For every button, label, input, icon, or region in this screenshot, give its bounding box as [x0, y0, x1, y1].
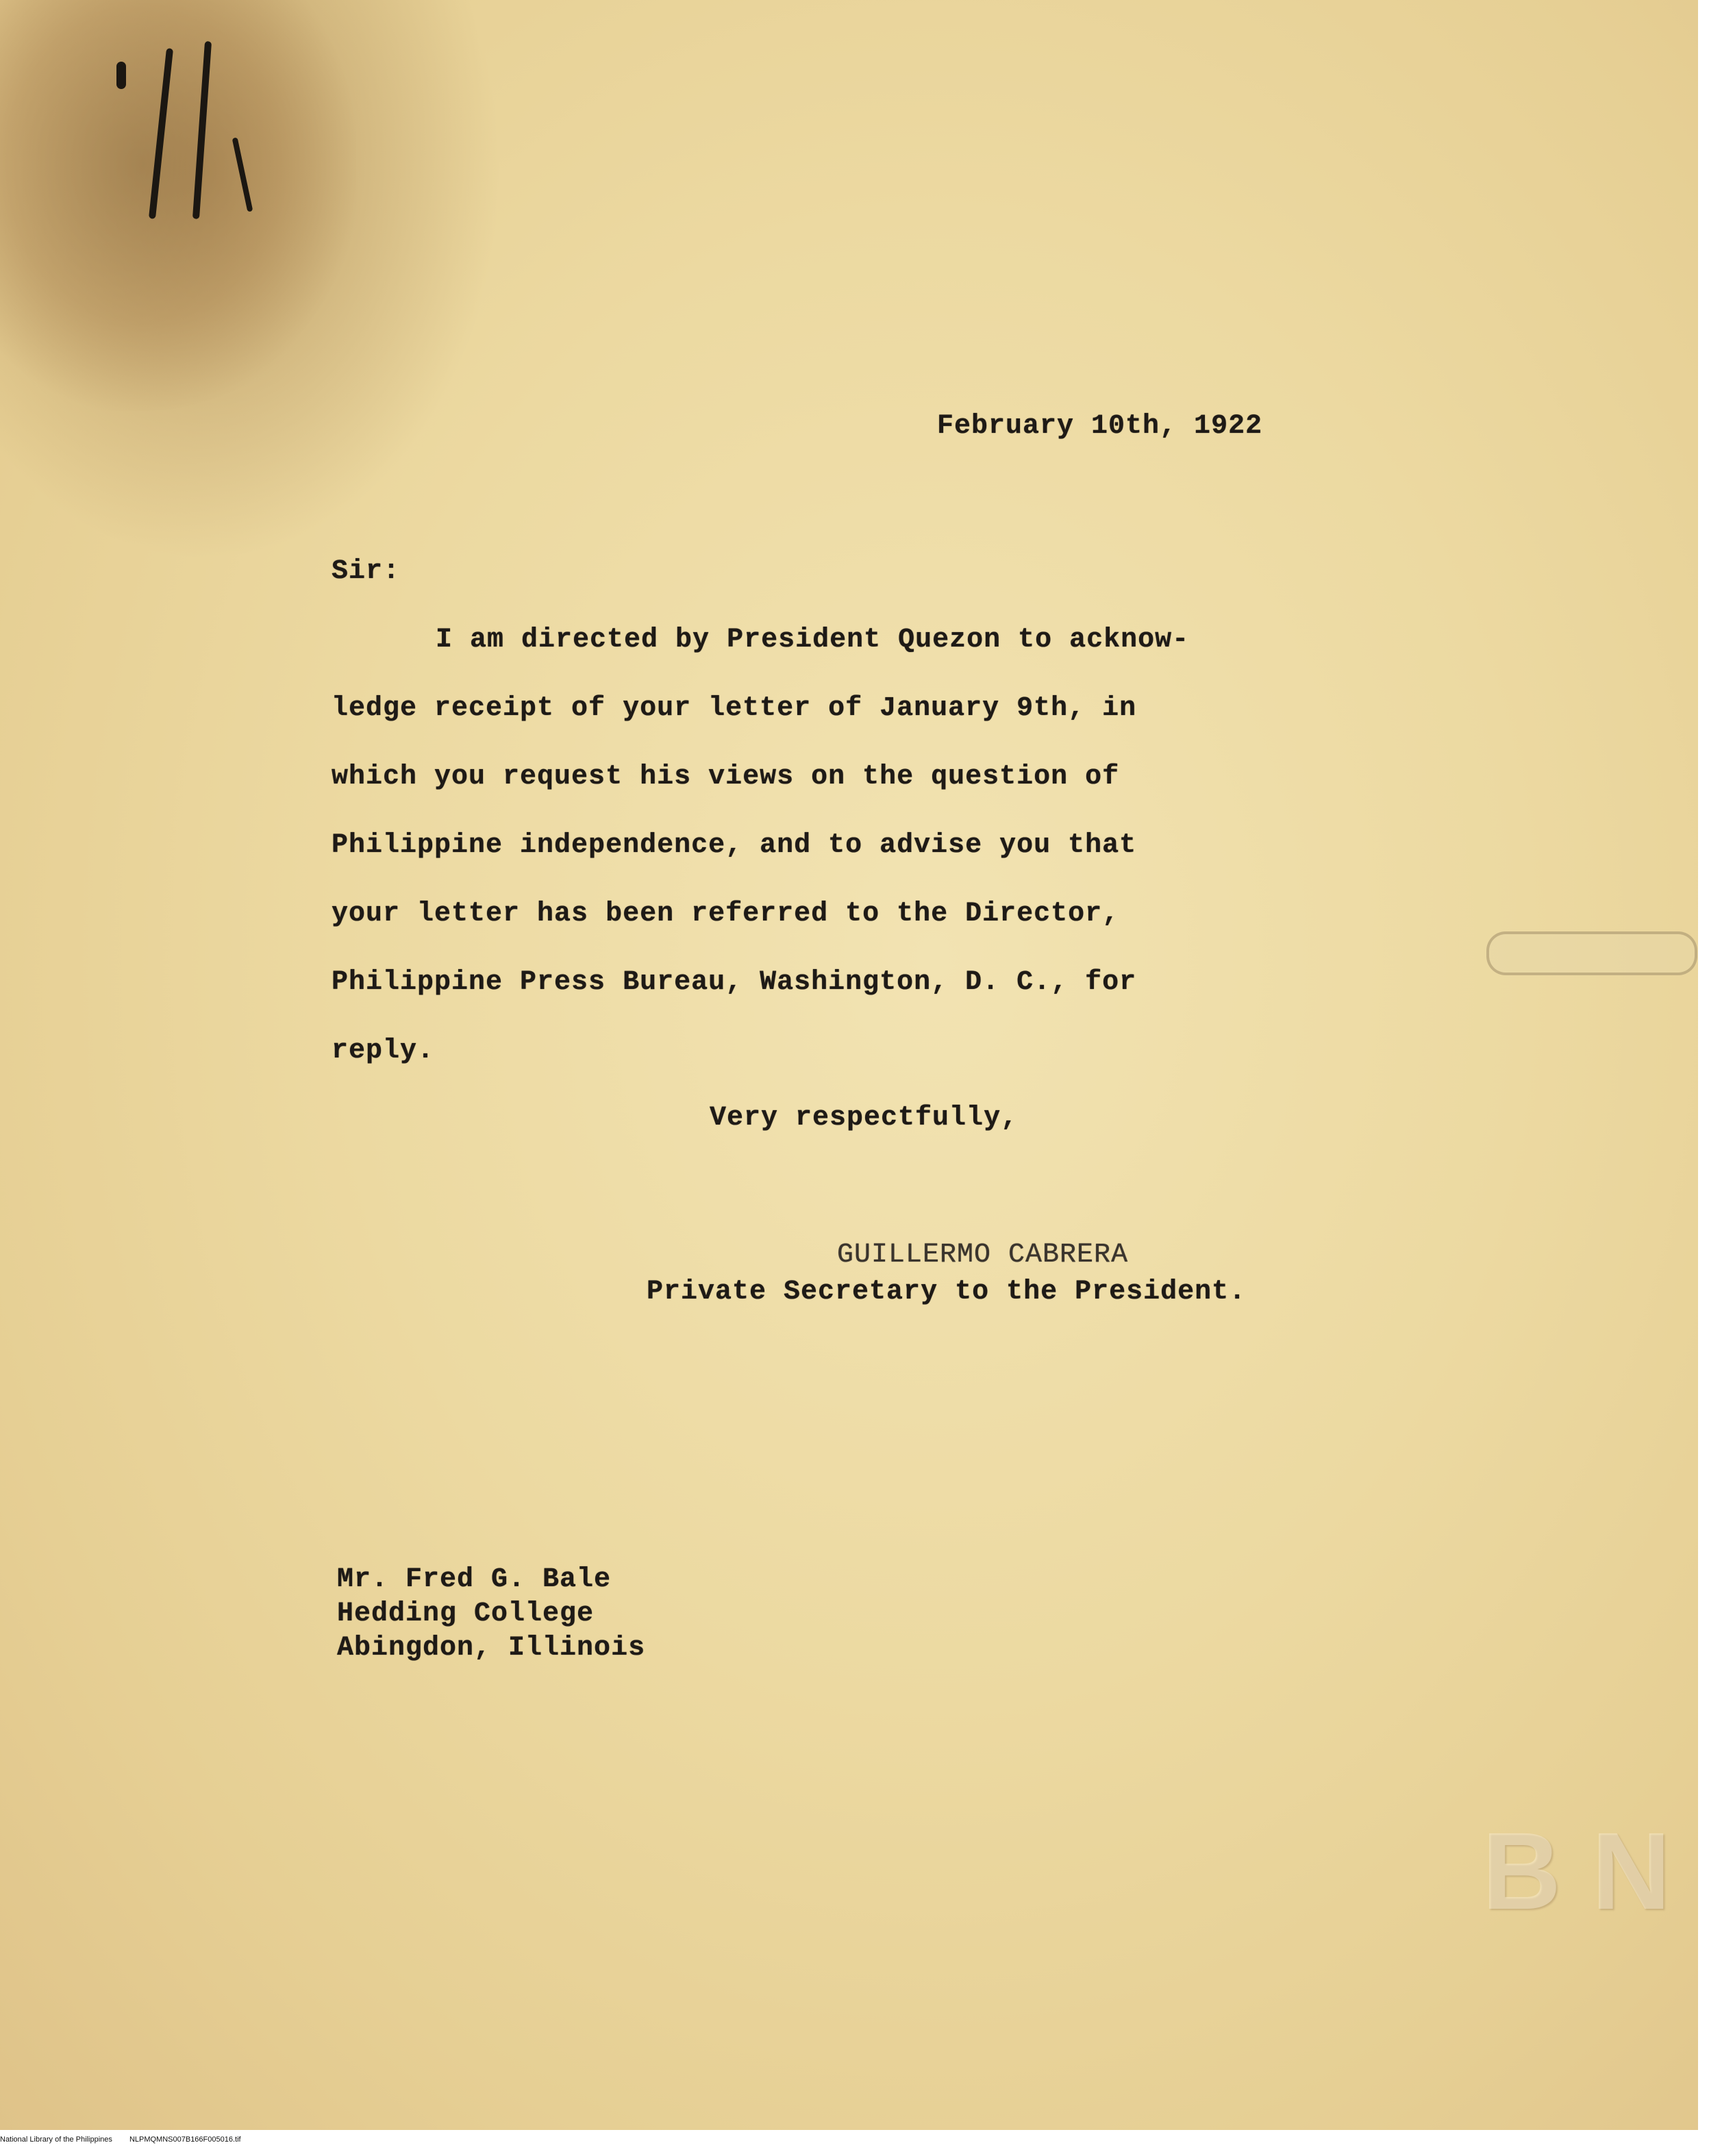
- body-line-6: Philippine Press Bureau, Washington, D. C., for: [332, 967, 1137, 998]
- salutation: Sir:: [332, 556, 401, 587]
- signature-name: GUILLERMO CABRERA: [837, 1240, 1129, 1270]
- body-line-5: your letter has been referred to the Director,: [332, 899, 1120, 929]
- body-line-3: which you request his views on the question of: [332, 762, 1120, 792]
- handwritten-number-mark: [110, 34, 274, 226]
- body-line-1: I am directed by President Quezon to acknow-: [436, 625, 1190, 655]
- file-identifier: NLPMQMNS007B166F005016.tif: [129, 2135, 241, 2144]
- body-line-2: ledge receipt of your letter of January 9th, in: [332, 693, 1137, 724]
- recipient-name: Mr. Fred G. Bale: [337, 1564, 612, 1595]
- recipient-location: Abingdon, Illinois: [337, 1633, 646, 1664]
- body-line-4: Philippine independence, and to advise you that: [332, 830, 1137, 861]
- letter-date: February 10th, 1922: [937, 411, 1263, 442]
- embossed-seal: B N: [1482, 1809, 1671, 1932]
- signature-title: Private Secretary to the President.: [647, 1277, 1247, 1307]
- closing: Very respectfully,: [710, 1103, 1019, 1133]
- paper-clip-mark: [1486, 931, 1697, 975]
- body-line-7: reply.: [332, 1036, 435, 1066]
- scan-footer: [0, 2135, 256, 2144]
- recipient-institution: Hedding College: [337, 1599, 595, 1629]
- library-credit: National Library of the Philippines: [0, 2135, 112, 2144]
